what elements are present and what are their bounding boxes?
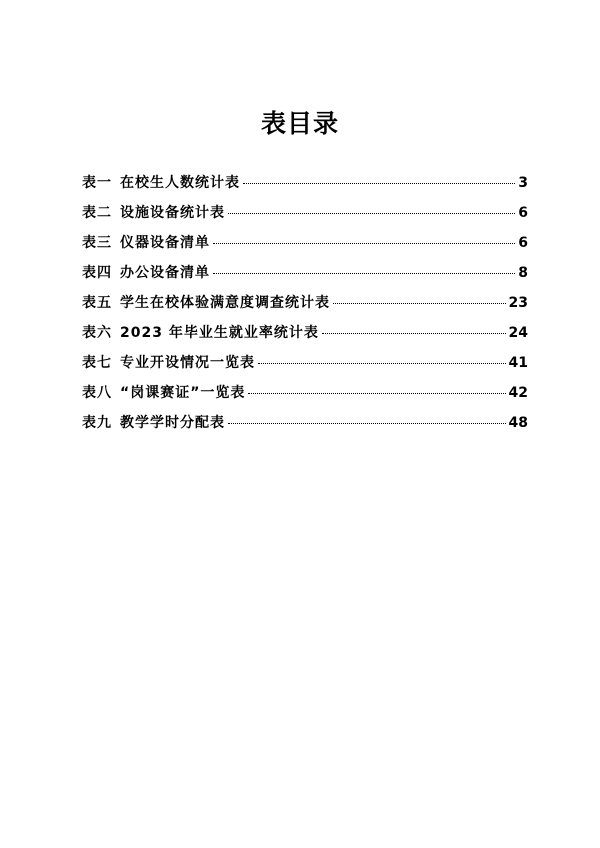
toc-entry-title: 教学学时分配表: [120, 415, 225, 431]
toc-entry-title: 仪器设备清单: [120, 235, 210, 251]
toc-entry-page: 6: [518, 235, 528, 251]
dot-leader: [213, 273, 515, 274]
dot-leader: [322, 333, 506, 334]
toc-entry[interactable]: [82, 292, 528, 322]
dot-leader: [333, 303, 506, 304]
dot-leader: [213, 243, 515, 244]
table-of-contents: [82, 172, 528, 442]
toc-entry-title: 学生在校体验满意度调查统计表: [120, 295, 330, 311]
toc-entry[interactable]: [82, 202, 528, 232]
toc-entry-page: 8: [518, 265, 528, 281]
toc-entry-number: 表二: [82, 205, 112, 221]
toc-entry-page: 3: [518, 175, 528, 191]
toc-entry[interactable]: [82, 382, 528, 412]
toc-entry-number: 表六: [82, 325, 112, 341]
toc-entry-title: 2023 年毕业生就业率统计表: [120, 325, 319, 341]
page-title: 表目录: [260, 109, 339, 138]
toc-entry-number: 表四: [82, 265, 112, 281]
toc-entry-title: 专业开设情况一览表: [120, 355, 255, 371]
toc-entry-number: 表八: [82, 385, 112, 401]
toc-entry-number: 表五: [82, 295, 112, 311]
toc-entry-page: 23: [508, 295, 528, 311]
toc-entry-page: 24: [508, 325, 528, 341]
toc-entry-page: 48: [508, 415, 528, 431]
toc-entry-number: 表九: [82, 415, 112, 431]
toc-entry[interactable]: [82, 262, 528, 292]
dot-leader: [228, 423, 506, 424]
toc-entry-page: 42: [508, 385, 528, 401]
toc-entry[interactable]: [82, 352, 528, 382]
toc-entry[interactable]: [82, 412, 528, 442]
toc-entry[interactable]: [82, 232, 528, 262]
dot-leader: [258, 363, 506, 364]
toc-entry[interactable]: [82, 172, 528, 202]
dot-leader: [243, 183, 515, 184]
toc-entry-page: 6: [518, 205, 528, 221]
dot-leader: [228, 213, 515, 214]
toc-entry-title: 设施设备统计表: [120, 205, 225, 221]
dot-leader: [248, 393, 505, 394]
toc-entry-page: 41: [508, 355, 528, 371]
toc-entry[interactable]: [82, 322, 528, 352]
toc-entry-number: 表三: [82, 235, 112, 251]
toc-entry-number: 表一: [82, 175, 112, 191]
toc-entry-title: “岗课赛证”一览表: [120, 385, 246, 401]
toc-entry-title: 在校生人数统计表: [120, 175, 240, 191]
toc-entry-number: 表七: [82, 355, 112, 371]
toc-entry-title: 办公设备清单: [120, 265, 210, 281]
